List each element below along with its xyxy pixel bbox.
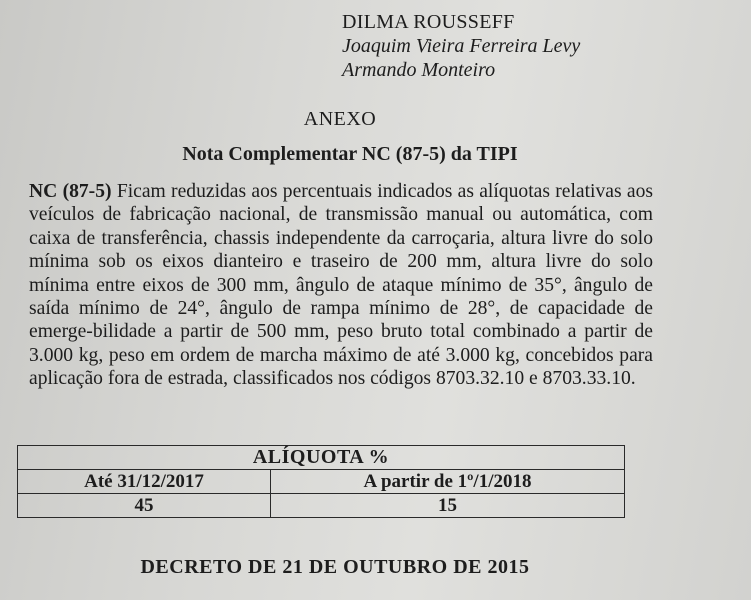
decree-heading: DECRETO DE 21 DE OUTUBRO DE 2015 xyxy=(140,556,530,578)
note-body xyxy=(29,180,653,391)
note-title: Nota Complementar NC (87-5) da TIPI xyxy=(182,143,518,165)
rates-table xyxy=(17,445,625,518)
value-until-2017: 45 xyxy=(18,494,271,518)
table-header: ALÍQUOTA % xyxy=(18,446,625,470)
signatory-president: DILMA ROUSSEFF xyxy=(342,11,515,33)
column-until-2017: Até 31/12/2017 xyxy=(18,470,271,494)
table-row xyxy=(18,494,625,518)
column-from-2018: A partir de 1º/1/2018 xyxy=(271,470,625,494)
table-columns-row xyxy=(18,470,625,494)
value-from-2018: 15 xyxy=(271,494,625,518)
signatory-minister-development: Armando Monteiro xyxy=(342,59,496,81)
note-code: NC (87-5) xyxy=(29,181,112,202)
signatory-minister-finance: Joaquim Vieira Ferreira Levy xyxy=(342,35,581,57)
annex-heading: ANEXO xyxy=(303,108,377,130)
signature-block xyxy=(342,10,580,82)
note-text: Ficam reduzidas aos percentuais indicados as alíquotas relativas aos veículos de fabricação nacional, de transmissão manual ou automática, com caixa de transferência, chassis independente da carroçaria, altura livre do solo mínima sob os eixos dianteiro e traseiro de 200 mm, altura livre do solo mínima entre eixos de 300 mm, ângulo de ataque mínimo de 35°, ângulo de saída mínimo de 24°, ângulo de rampa mínimo de 28°, de capacidade de emerge-bilidade a partir de 500 mm, peso bruto total combinado a partir de 3.000 kg, peso em ordem de marcha máximo de até 3.000 kg, concebidos para aplicação fora de estrada, classificados nos códigos 8703.32.10 e 8703.33.10. xyxy=(29,181,653,390)
table-header-row xyxy=(18,446,625,470)
